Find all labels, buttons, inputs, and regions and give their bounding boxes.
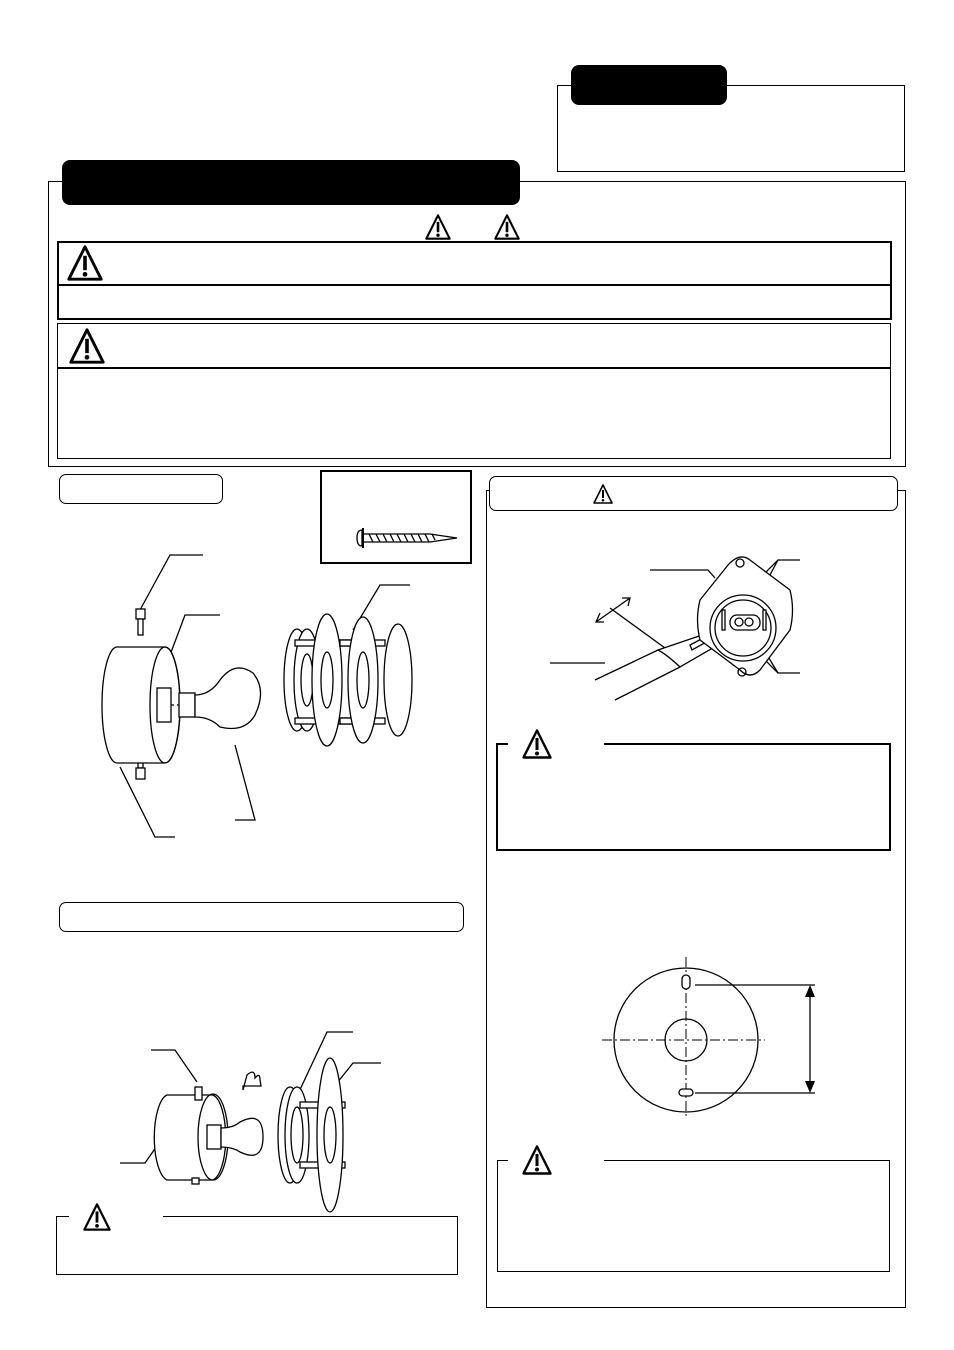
- terminal-wiring-diagram: [550, 550, 810, 700]
- parts-section-title-box: [59, 474, 223, 504]
- mounting-hole-diagram: [600, 955, 840, 1125]
- warning-box: [57, 241, 892, 320]
- wiring-section-title-box: [489, 476, 898, 511]
- caution-box: [57, 323, 891, 459]
- callout-line-terminal-block: [650, 570, 715, 578]
- top-slot: [682, 975, 690, 989]
- bottom-slot: [679, 1089, 693, 1096]
- warning-triangle-icon: [521, 1145, 553, 1175]
- callout-line-base: [120, 767, 175, 837]
- warning-triangle-icon: [592, 484, 614, 504]
- wiring-note1-box: [496, 743, 891, 851]
- header-box-title-bar: [571, 65, 727, 105]
- callout-line-screw: [151, 1050, 197, 1082]
- bulb-replacement-diagram: [115, 1030, 385, 1200]
- callout-line-bulb: [235, 745, 255, 820]
- warning-triangle-icon: [66, 245, 104, 281]
- warning-triangle-icon: [493, 214, 521, 240]
- warning-triangle-icon: [82, 1203, 112, 1231]
- warning-triangle-icon: [521, 729, 553, 759]
- caution-box-header: [58, 324, 890, 369]
- warning-triangle-icon: [424, 214, 452, 240]
- warning-triangle-icon: [68, 328, 106, 364]
- bulb-note-box: [56, 1216, 458, 1275]
- warning-box-header: [59, 243, 890, 286]
- wiring-note2-box: [497, 1160, 890, 1272]
- screw-icon: [355, 526, 460, 550]
- exploded-parts-diagram: [95, 555, 425, 845]
- main-section-title-bar: [62, 160, 520, 205]
- bulb-section-title-box: [59, 902, 464, 932]
- callout-line-top-screw: [140, 555, 203, 610]
